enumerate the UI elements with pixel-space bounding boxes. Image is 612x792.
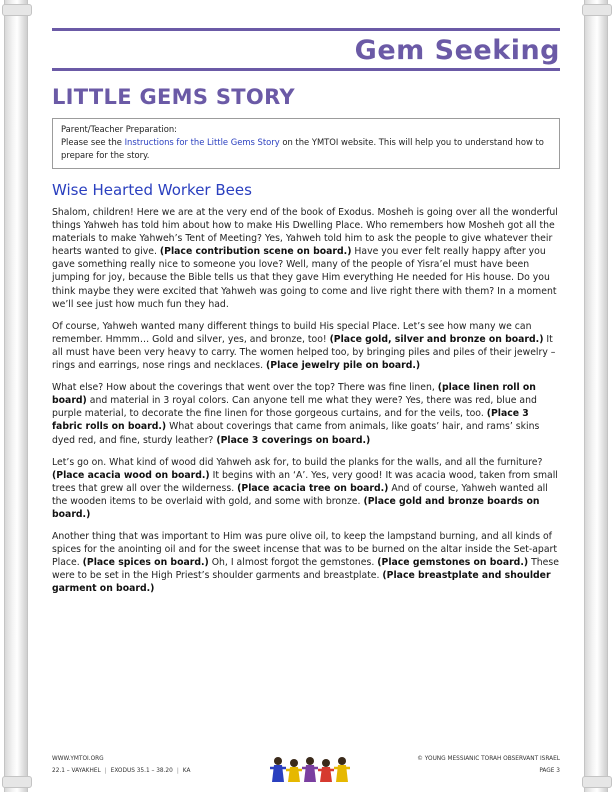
- story-text: These were to be set in the High Priest’s shoulder garments and breastplate.: [52, 557, 559, 582]
- story-text: And of course, Yahweh wanted all the wooden items to be overlaid with gold, and some with bronze.: [52, 482, 548, 507]
- footer-portion: 22.1 – VAYAKHEL: [52, 768, 101, 774]
- stage-direction: (Place acacia tree on board.): [237, 482, 389, 494]
- stage-direction: (Place gemstones on board.): [377, 557, 529, 569]
- preparation-box: [52, 118, 560, 169]
- stage-direction: (Place gold, silver and bronze on board.): [329, 333, 544, 345]
- header-rule-top: [52, 28, 560, 31]
- story-text: Of course, Yahweh wanted many different things to build His special Place. Let’s see how many we can remember. Hmmm… Gold and silver, yes, and bronze, too!: [52, 320, 532, 345]
- story-text: Let’s go on. What kind of wood did Yahweh ask for, to build the planks for the walls, and all the furniture?: [52, 456, 543, 468]
- stage-direction: (Place 3 fabric rolls on board.): [52, 408, 529, 433]
- scroll-right-decoration: [584, 0, 608, 792]
- page-content: [52, 28, 560, 605]
- stage-direction: (place linen roll on board): [52, 382, 536, 407]
- scroll-left-decoration: [4, 0, 28, 792]
- page-subtitle: LITTLE GEMS STORY: [52, 85, 295, 109]
- stage-direction: (Place gold and bronze boards on board.): [52, 495, 540, 520]
- footer-separator: |: [176, 768, 179, 774]
- story-text: It begins with an ‘A’. Yes, very good! It was acacia wood, taken from small trees that grew all over the wilderness.: [52, 469, 558, 494]
- instructions-link[interactable]: Instructions for the Little Gems Story: [124, 137, 280, 147]
- kids-logo: [270, 755, 350, 783]
- footer-separator: |: [104, 768, 107, 774]
- stage-direction: (Place spices on board.): [82, 557, 209, 569]
- kid-figure-icon: [318, 759, 334, 782]
- preparation-text-after: on the YMTOI website. This will help you to understand how to prepare for the story.: [61, 137, 544, 160]
- story-text: and material in 3 royal colors. Can anyone tell me what they were? Yes, there was red, blue and purple material, to decorate the fine linen for those gorgeous curtains, and for the veils, too.: [52, 395, 537, 420]
- stage-direction: (Place 3 coverings on board.): [216, 434, 371, 446]
- story-text: Have you ever felt really happy after you gave something really nice to someone you love? Well, many of the people of Yisra’el must have been jumping for joy, because the Bible tells us that they gave Him everything He needed for His house. Do you think maybe they were excited that Yahweh was going to come and live right there with them? In a moment we’ll see just how much fun they had.: [52, 246, 557, 310]
- footer-copyright: © YOUNG MESSIANIC TORAH OBSERVANT ISRAEL: [417, 756, 560, 762]
- story-paragraph: [52, 381, 560, 446]
- section-heading: Wise Hearted Worker Bees: [52, 181, 252, 199]
- stage-direction: (Place jewelry pile on board.): [266, 360, 421, 372]
- story-paragraph: [52, 530, 560, 595]
- header-rule-bottom: [52, 68, 560, 71]
- stage-direction: (Place contribution scene on board.): [159, 246, 352, 258]
- preparation-text: [61, 136, 551, 162]
- kid-figure-icon: [270, 757, 286, 782]
- story-paragraph: [52, 456, 560, 521]
- preparation-text-before: Please see the: [61, 137, 125, 147]
- footer-scripture: EXODUS 35.1 – 38.20: [110, 768, 173, 774]
- footer-level: KA: [182, 768, 191, 774]
- preparation-label: Parent/Teacher Preparation:: [61, 124, 177, 134]
- story-text: What about coverings that came from animals, like goats’ hair, and rams’ skins dyed red, and fine, sturdy leather?: [52, 421, 540, 446]
- footer-website[interactable]: WWW.YMTOI.ORG: [52, 756, 104, 762]
- story-text: Oh, I almost forgot the gemstones.: [208, 557, 378, 569]
- story-text: Another thing that was important to Him was pure olive oil, to keep the lampstand burning, and all kinds of spices for the anointing oil and for the sweet incense that was to be burned on the altar inside the Set-apart Place.: [52, 531, 557, 569]
- stage-direction: (Place breastplate and shoulder garment on board.): [52, 570, 551, 595]
- kid-figure-icon: [286, 759, 302, 782]
- story-text: What else? How about the coverings that went over the top? There was fine linen,: [52, 382, 438, 394]
- story-paragraph: [52, 206, 560, 311]
- story-paragraph: [52, 320, 560, 372]
- footer-page-number: PAGE 3: [539, 768, 560, 774]
- page-title: Gem Seeking: [354, 35, 560, 66]
- footer-reference: [52, 768, 190, 774]
- story-text: Shalom, children! Here we are at the very end of the book of Exodus. Mosheh is going over all the wonderful things Yahweh has told him about how to make His Dwelling Place. Who remembers how Mosheh got all the materials to make Yahweh’s Tent of Meeting? Yes, Yahweh told him to ask the people to give whatever their hearts wanted to give.: [52, 207, 558, 258]
- story-body: [52, 206, 560, 596]
- kid-figure-icon: [334, 757, 350, 782]
- kid-figure-icon: [302, 757, 318, 782]
- story-text: It all must have been very heavy to carry. The women helped too, by bringing piles and piles of their jewelry – rings and earrings, nose rings and necklaces.: [52, 333, 556, 372]
- stage-direction: (Place acacia wood on board.): [52, 469, 210, 481]
